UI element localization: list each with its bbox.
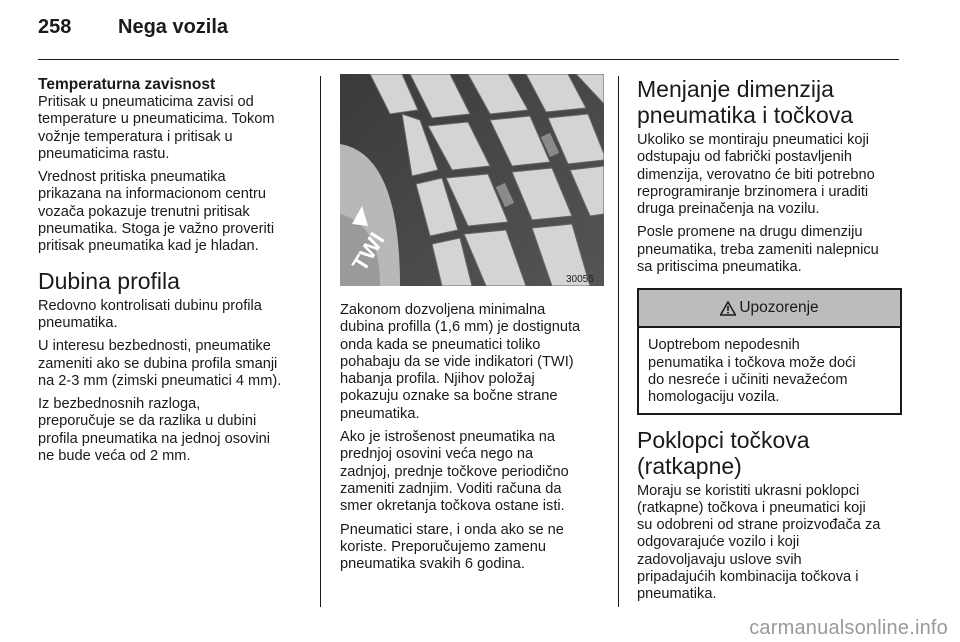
warning-header	[639, 290, 900, 328]
paragraph: U interesu bezbednosti, pneumatike zameniti ako se dubina profila smanji na 2-3 mm (zimski pneumatici 4 mm).	[38, 338, 282, 389]
column-left	[38, 76, 306, 471]
paragraph: Ako je istrošenost pneumatika na prednjoj osovini veća nego na zadnjoj, prednje točkove periodično zameniti zadnjim. Voditi računa da smer okretanja točkova ostane isti.	[340, 429, 569, 515]
paragraph: Pritisak u pneumaticima zavisi od temperature u pneumaticima. Tokom vožnje temperatura i pritisak u pneumaticima rastu.	[38, 94, 275, 162]
paragraph: Redovno kontrolisati dubinu profila pneumatika.	[38, 297, 262, 331]
warning-icon	[720, 301, 736, 316]
section-heading-tread-depth: Dubina profila	[38, 267, 180, 294]
warning-title: Upozorenje	[739, 299, 819, 317]
paragraph: Vrednost pritiska pneumatika prikazana na informacionom centru vozača pokazuje trenutni pritisak pneumatika. Stoga je važno proveriti pritisak pneumatika kad je hladan.	[38, 169, 275, 255]
watermark: carmanualsonline.info	[749, 617, 948, 639]
section-heading-temperature: Temperaturna zavisnost	[38, 76, 216, 93]
section-heading-size-change: Menjanje dimenzija pneumatika i točkova	[637, 76, 854, 128]
image-number: 30055	[566, 274, 594, 285]
warning-box	[637, 288, 902, 414]
paragraph: Posle promene na drugu dimenziju pneumatika, treba zameniti nalepnicu sa pritiscima pneumatika.	[637, 224, 879, 276]
paragraph: Zakonom dozvoljena minimalna dubina profilla (1,6 mm) je dostignuta onda kada se pneumatici toliko pohabaju da se vide indikatori (TWI) habanja profila. Njihov položaj pokazuju oznake sa bočne strane pneumatika.	[340, 302, 581, 422]
column-divider	[320, 76, 321, 607]
paragraph: Pneumatici stare, i onda ako se ne koriste. Preporučujemo zamenu pneumatika svakih 6 godina.	[340, 521, 564, 573]
section-heading-wheel-covers: Poklopci točkova (ratkapne)	[637, 426, 810, 479]
warning-text: Uoptrebom nepodesnih penumatika i točkova može doći do nesreće i učiniti nevažećom homologaciju vozila.	[648, 337, 856, 406]
column-middle	[340, 76, 604, 579]
paragraph: Ukoliko se montiraju pneumatici koji odstupaju od fabrički postavljenih dimenzija, verovatno će biti potrebno reprogramiranje brzinomera i uraditi druga preinačenja na vozilu.	[637, 132, 875, 218]
twi-label: TWI	[347, 228, 390, 276]
paragraph: Moraju se koristiti ukrasni poklopci (ratkapne) točkova i pneumatici koji su odobreni od strane proizvođača za odgovarajuće vozilo i koji zadovoljavaju uslove svih pripadajućih kombinacija točkova i pneumatika.	[637, 482, 881, 603]
paragraph: Iz bezbednosnih razloga, preporučuje se da razlika u dubini profila pneumatika na jednoj osovini ne bude veća od 2 mm.	[38, 396, 271, 465]
column-divider	[618, 76, 619, 607]
header-rule	[38, 59, 899, 60]
page-title: Nega vozila	[118, 16, 229, 38]
page-number: 258	[38, 16, 72, 38]
column-right	[637, 76, 902, 610]
tire-tread-image	[340, 74, 604, 286]
